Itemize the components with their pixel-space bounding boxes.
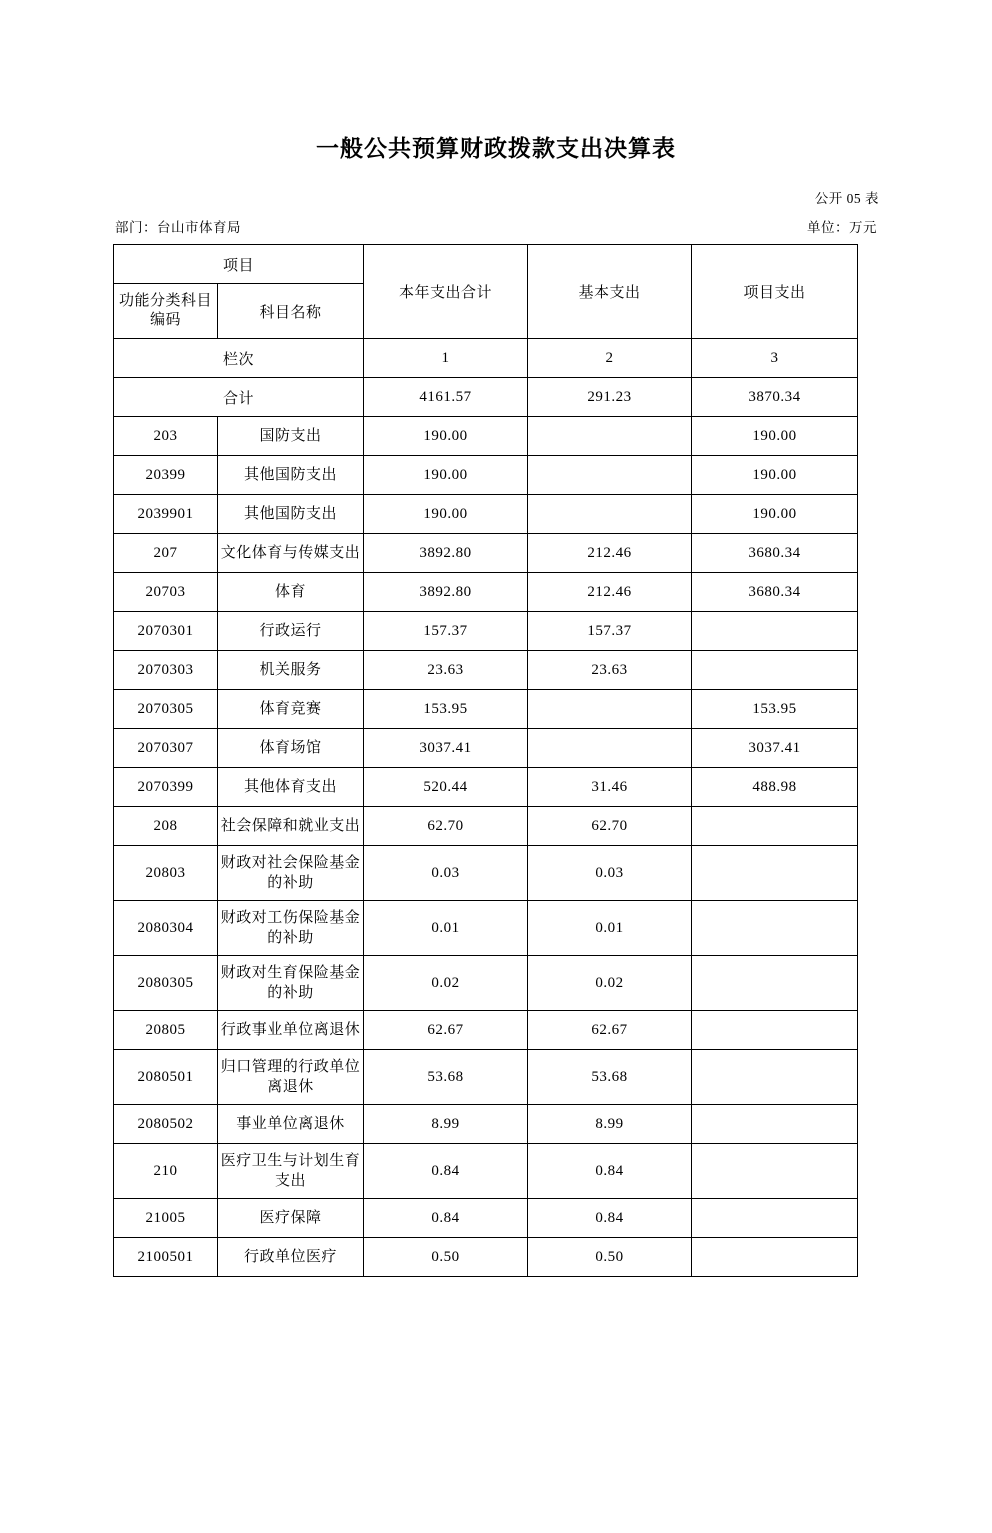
table-row xyxy=(114,495,858,534)
row-name: 行政单位医疗 xyxy=(218,1238,364,1277)
row-total: 157.37 xyxy=(364,612,528,651)
row-name: 行政事业单位离退休 xyxy=(218,1011,364,1050)
row-project: 488.98 xyxy=(692,768,858,807)
row-basic xyxy=(528,729,692,768)
row-code: 2080304 xyxy=(114,901,218,956)
row-total: 0.84 xyxy=(364,1199,528,1238)
row-name: 文化体育与传媒支出 xyxy=(218,534,364,573)
table-row xyxy=(114,690,858,729)
row-name: 其他国防支出 xyxy=(218,495,364,534)
meta-row xyxy=(113,216,879,236)
row-basic xyxy=(528,495,692,534)
row-total: 62.67 xyxy=(364,1011,528,1050)
row-total: 8.99 xyxy=(364,1105,528,1144)
table-row xyxy=(114,901,858,956)
row-code: 20703 xyxy=(114,573,218,612)
row-project: 190.00 xyxy=(692,456,858,495)
header-item-group: 项目 xyxy=(114,245,364,284)
header-project: 项目支出 xyxy=(692,245,858,339)
row-code: 20399 xyxy=(114,456,218,495)
row-project xyxy=(692,901,858,956)
budget-expenditure-table xyxy=(113,244,858,1277)
row-code: 203 xyxy=(114,417,218,456)
row-name: 其他国防支出 xyxy=(218,456,364,495)
row-basic: 157.37 xyxy=(528,612,692,651)
row-basic: 62.70 xyxy=(528,807,692,846)
row-label-lanci: 栏次 xyxy=(114,339,364,378)
document-page xyxy=(0,130,992,1533)
row-code: 2070301 xyxy=(114,612,218,651)
row-code: 20803 xyxy=(114,846,218,901)
row-basic: 31.46 xyxy=(528,768,692,807)
col-num-2: 2 xyxy=(528,339,692,378)
row-basic: 0.02 xyxy=(528,956,692,1011)
table-row xyxy=(114,807,858,846)
table-row xyxy=(114,846,858,901)
table-row xyxy=(114,534,858,573)
row-total: 0.84 xyxy=(364,1144,528,1199)
row-basic: 0.03 xyxy=(528,846,692,901)
table-row xyxy=(114,1144,858,1199)
page-title: 一般公共预算财政拨款支出决算表 xyxy=(316,136,676,161)
header-total: 本年支出合计 xyxy=(364,245,528,339)
row-total: 0.50 xyxy=(364,1238,528,1277)
row-code: 207 xyxy=(114,534,218,573)
row-project xyxy=(692,1144,858,1199)
table-row xyxy=(114,1238,858,1277)
row-code: 2039901 xyxy=(114,495,218,534)
row-name: 事业单位离退休 xyxy=(218,1105,364,1144)
row-code: 2070399 xyxy=(114,768,218,807)
row-total: 0.01 xyxy=(364,901,528,956)
row-basic: 62.67 xyxy=(528,1011,692,1050)
table-row xyxy=(114,1199,858,1238)
table-row xyxy=(114,956,858,1011)
row-project: 190.00 xyxy=(692,495,858,534)
row-total: 190.00 xyxy=(364,417,528,456)
department-label: 部门：台山市体育局 xyxy=(115,220,241,235)
row-total: 3037.41 xyxy=(364,729,528,768)
row-total: 190.00 xyxy=(364,456,528,495)
row-project: 190.00 xyxy=(692,417,858,456)
row-basic xyxy=(528,690,692,729)
total-value-project: 3870.34 xyxy=(692,378,858,417)
row-total: 23.63 xyxy=(364,651,528,690)
row-project: 3037.41 xyxy=(692,729,858,768)
row-total: 3892.80 xyxy=(364,534,528,573)
row-name: 体育场馆 xyxy=(218,729,364,768)
total-value-total: 4161.57 xyxy=(364,378,528,417)
row-basic: 0.84 xyxy=(528,1199,692,1238)
row-total: 0.02 xyxy=(364,956,528,1011)
row-project xyxy=(692,1011,858,1050)
row-basic: 0.50 xyxy=(528,1238,692,1277)
row-total: 53.68 xyxy=(364,1050,528,1105)
row-code: 2080502 xyxy=(114,1105,218,1144)
row-code: 210 xyxy=(114,1144,218,1199)
table-row xyxy=(114,1105,858,1144)
row-project xyxy=(692,612,858,651)
table-row xyxy=(114,612,858,651)
table-row xyxy=(114,1050,858,1105)
row-code: 2080305 xyxy=(114,956,218,1011)
table-row-total xyxy=(114,378,858,417)
row-project xyxy=(692,1105,858,1144)
row-project xyxy=(692,956,858,1011)
table-header-row-1 xyxy=(114,245,858,284)
row-name: 体育竞赛 xyxy=(218,690,364,729)
row-name: 医疗卫生与计划生育支出 xyxy=(218,1144,364,1199)
header-code: 功能分类科目编码 xyxy=(114,284,218,339)
row-project: 3680.34 xyxy=(692,573,858,612)
row-basic: 53.68 xyxy=(528,1050,692,1105)
row-project: 3680.34 xyxy=(692,534,858,573)
row-basic xyxy=(528,417,692,456)
header-basic: 基本支出 xyxy=(528,245,692,339)
unit-label: 单位：万元 xyxy=(807,220,877,235)
row-name: 其他体育支出 xyxy=(218,768,364,807)
row-code: 21005 xyxy=(114,1199,218,1238)
row-name: 财政对社会保险基金的补助 xyxy=(218,846,364,901)
row-name: 财政对生育保险基金的补助 xyxy=(218,956,364,1011)
row-total: 62.70 xyxy=(364,807,528,846)
row-project xyxy=(692,651,858,690)
row-code: 2070307 xyxy=(114,729,218,768)
row-name: 财政对工伤保险基金的补助 xyxy=(218,901,364,956)
table-row xyxy=(114,1011,858,1050)
row-basic: 212.46 xyxy=(528,573,692,612)
row-total: 520.44 xyxy=(364,768,528,807)
row-code: 2100501 xyxy=(114,1238,218,1277)
total-value-basic: 291.23 xyxy=(528,378,692,417)
row-basic xyxy=(528,456,692,495)
row-code: 2070303 xyxy=(114,651,218,690)
row-basic: 23.63 xyxy=(528,651,692,690)
table-row xyxy=(114,768,858,807)
table-row xyxy=(114,573,858,612)
row-project xyxy=(692,1199,858,1238)
table-row xyxy=(114,651,858,690)
row-total: 190.00 xyxy=(364,495,528,534)
row-project xyxy=(692,846,858,901)
row-name: 归口管理的行政单位离退休 xyxy=(218,1050,364,1105)
row-project xyxy=(692,1050,858,1105)
row-name: 医疗保障 xyxy=(218,1199,364,1238)
row-basic: 0.01 xyxy=(528,901,692,956)
col-num-3: 3 xyxy=(692,339,858,378)
row-name: 国防支出 xyxy=(218,417,364,456)
total-label: 合计 xyxy=(114,378,364,417)
row-name: 机关服务 xyxy=(218,651,364,690)
table-row-label xyxy=(114,339,858,378)
row-basic: 212.46 xyxy=(528,534,692,573)
row-basic: 0.84 xyxy=(528,1144,692,1199)
col-num-1: 1 xyxy=(364,339,528,378)
row-project xyxy=(692,1238,858,1277)
table-row xyxy=(114,729,858,768)
sheet-number: 公开 05 表 xyxy=(814,191,879,206)
row-code: 20805 xyxy=(114,1011,218,1050)
table-row xyxy=(114,456,858,495)
header-name: 科目名称 xyxy=(218,284,364,339)
row-total: 3892.80 xyxy=(364,573,528,612)
row-name: 行政运行 xyxy=(218,612,364,651)
row-project xyxy=(692,807,858,846)
row-basic: 8.99 xyxy=(528,1105,692,1144)
row-code: 2080501 xyxy=(114,1050,218,1105)
row-name: 体育 xyxy=(218,573,364,612)
row-code: 208 xyxy=(114,807,218,846)
row-total: 153.95 xyxy=(364,690,528,729)
row-code: 2070305 xyxy=(114,690,218,729)
row-total: 0.03 xyxy=(364,846,528,901)
table-row xyxy=(114,417,858,456)
row-project: 153.95 xyxy=(692,690,858,729)
row-name: 社会保障和就业支出 xyxy=(218,807,364,846)
